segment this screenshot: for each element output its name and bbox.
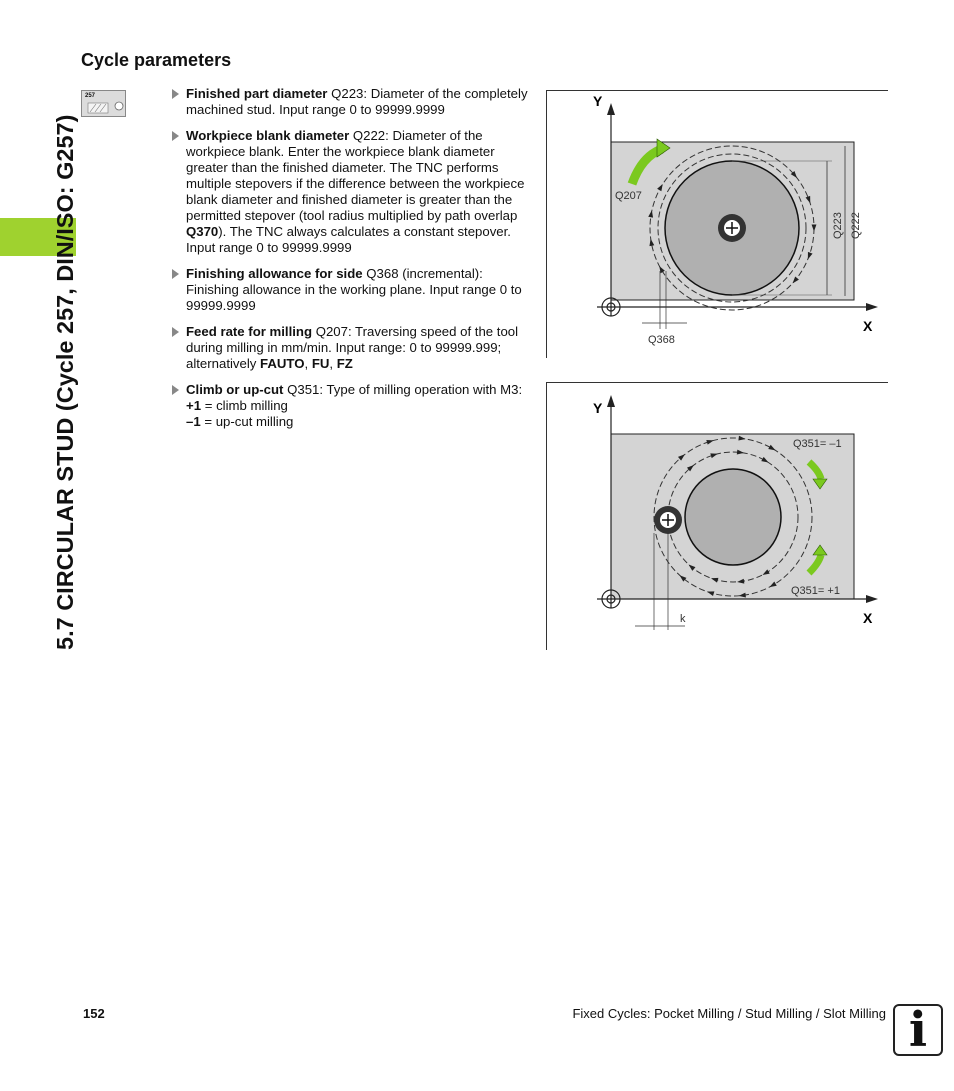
bullet-arrow-icon: [172, 327, 179, 337]
bullet-arrow-icon: [172, 89, 179, 99]
param-desc-cont: ). The TNC always calculates a constant stepover. Input range 0 to 99999.9999: [186, 224, 511, 255]
param-name: Feed rate for milling: [186, 324, 313, 339]
info-icon: [893, 1004, 943, 1056]
param-desc: Q351: Type of milling operation with M3:: [283, 382, 523, 397]
param-desc: Q222: Diameter of the workpiece blank. Enter the workpiece blank diameter greater than the finished diameter. The TNC performs multiple stepovers if the difference between the workpiece blank diameter and finished diameter is greater than the permitted stepover (tool radius multiplied by path overlap: [186, 128, 525, 223]
label-k: k: [680, 613, 686, 625]
param-q351: Climb or up-cut Q351: Type of milling operation with M3: +1 = climb milling –1 = up-cut milling: [172, 382, 528, 430]
value-plus1: +1: [186, 398, 202, 413]
cycle-icon-label: 257: [85, 93, 96, 99]
param-name: Workpiece blank diameter: [186, 128, 350, 143]
fig1-y-axis-label: Y: [593, 93, 603, 109]
footer-chapter: Fixed Cycles: Pocket Milling / Stud Milling / Slot Milling: [572, 1006, 886, 1021]
param-q368: [172, 266, 528, 314]
figure-stud-dimensions: [546, 90, 888, 358]
param-desc: Q368 (incremental): Finishing allowance in the working plane. Input range 0 to 99999.9999: [186, 266, 522, 313]
param-q223: [172, 86, 528, 118]
label-q351-minus: Q351= –1: [793, 438, 842, 450]
option-fz: FZ: [336, 356, 353, 371]
param-q207: Feed rate for milling Q207: Traversing speed of the tool during milling in mm/min. Input range: 0 to 99999.999; alternatively FAUTO, FU, FZ: [172, 324, 528, 372]
chapter-title: 5.7 CIRCULAR STUD (Cycle 257, DIN/ISO: G257): [52, 114, 78, 650]
bullet-arrow-icon: [172, 385, 179, 395]
option-fu: FU: [311, 356, 330, 371]
bullet-arrow-icon: [172, 131, 179, 141]
value-minus1: –1: [186, 414, 201, 429]
bullet-arrow-icon: [172, 269, 179, 279]
fig1-x-axis-label: X: [863, 318, 873, 334]
page-number: 152: [83, 1006, 105, 1021]
param-desc: Q207: Traversing speed of the tool during milling in mm/min. Input range: 0 to 99999.999; alternatively: [186, 324, 519, 371]
label-q222: Q222: [850, 212, 862, 239]
label-q368: Q368: [648, 334, 675, 346]
figure-milling-direction: [546, 382, 888, 650]
param-name: Finished part diameter: [186, 86, 328, 101]
label-q207: Q207: [615, 190, 642, 202]
parameter-list: [172, 86, 528, 440]
param-name: Climb or up-cut: [186, 382, 284, 397]
label-q223: Q223: [832, 212, 844, 239]
param-desc: Q223: Diameter of the completely machined stud. Input range 0 to 99999.9999: [186, 86, 528, 117]
option-fauto: FAUTO: [260, 356, 305, 371]
cycle-257-icon: [81, 90, 126, 117]
fig2-x-axis-label: X: [863, 610, 873, 626]
section-title: Cycle parameters: [81, 50, 232, 70]
param-name: Finishing allowance for side: [186, 266, 363, 281]
fig2-y-axis-label: Y: [593, 400, 603, 416]
label-q351-plus: Q351= +1: [791, 585, 840, 597]
param-q222: [172, 128, 528, 256]
info-glyph: i: [908, 1002, 928, 1058]
param-ref: Q370: [186, 224, 219, 239]
